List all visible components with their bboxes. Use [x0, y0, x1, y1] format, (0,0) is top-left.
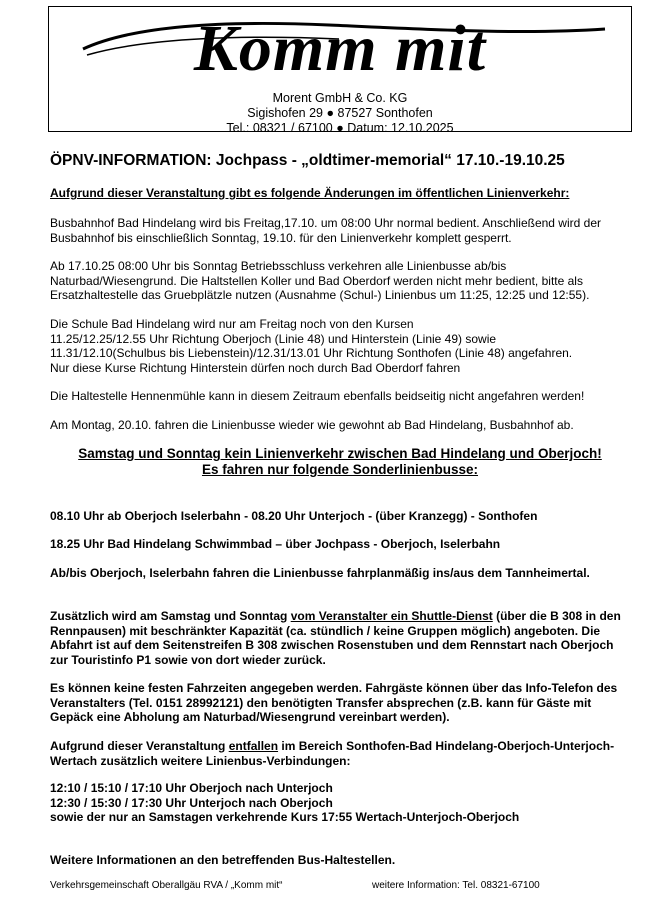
shuttle-post: (über die B 308 in den Rennpausen) mit beschränkter Kapazität (ca. stündlich / keine Gruppen möglich) angeboten. Die Abfahrt ist auf dem Seitenstreifen B 308 zwischen Rosenstuben und dem Rennstart nach Oberjoch zur Touristinfo P1 sowie von dort wieder zurück.	[50, 609, 621, 667]
shuttle-pre: Zusätzlich wird am Samstag und Sonntag	[50, 609, 291, 623]
cancelled-item-3: sowie der nur an Samstagen verkehrende Kurs 17:55 Wertach-Unterjoch-Oberjoch	[50, 810, 520, 824]
school-line-3: 11.31/12.10(Schulbus bis Liebenstein)/12.31/13.01 Uhr Richtung Sonthofen (Linie 48) angefahren.	[50, 346, 573, 360]
cancelled-item-1: 12:10 / 15:10 / 17:10 Uhr Oberjoch nach Unterjoch	[50, 781, 333, 795]
footer-right: weitere Information: Tel. 08321-67100	[372, 880, 540, 891]
more-info: Weitere Informationen an den betreffenden Bus-Haltestellen.	[50, 853, 396, 867]
company-address	[49, 91, 631, 136]
paragraph-naturbad: Ab 17.10.25 08:00 Uhr bis Sonntag Betriebsschluss verkehren alle Linienbusse ab/bis Naturbad/Wiesengrund. Die Haltstellen Koller und Bad Oberdorf werden nicht mehr bedient, bitte als Ersatzhaltestelle das Gruebplätzle nutzen (Ausnahme (Schul-) Linienbus um 11:25, 12:25 und 12:55).	[50, 259, 590, 302]
company-contact-date: Tel.: 08321 / 67100 ● Datum: 12.10.2025	[226, 121, 454, 135]
notice-line-1: Samstag und Sonntag kein Linienverkehr zwischen Bad Hindelang und Oberjoch!	[78, 446, 602, 461]
special-bus-1: 08.10 Uhr ab Oberjoch Iselerbahn - 08.20 Uhr Unterjoch - (über Kranzegg) - Sonthofen	[50, 509, 538, 523]
letterhead	[48, 6, 632, 135]
footer-left: Verkehrsgemeinschaft Oberallgäu RVA / „Komm mit“	[50, 880, 283, 891]
school-line-2: 11.25/12.25/12.55 Uhr Richtung Oberjoch (Linie 48) und Hinterstein (Linie 49) sowie	[50, 331, 497, 346]
cancelled-list	[50, 781, 630, 825]
cancelled-item-2: 12:30 / 15:30 / 17:30 Uhr Unterjoch nach Oberjoch	[50, 795, 333, 810]
paragraph-hennenmuehle: Die Haltestelle Hennenmühle kann in diesem Zeitraum ebenfalls beidseitig nicht angefahren werden!	[50, 389, 585, 403]
logo-text: Komm mit	[193, 12, 487, 85]
company-name: Morent GmbH & Co. KG	[272, 91, 408, 105]
intro-heading: Aufgrund dieser Veranstaltung gibt es folgende Änderungen im öffentlichen Linienverkehr:	[50, 186, 570, 200]
paragraph-busbahnhof: Busbahnhof Bad Hindelang wird bis Freitag,17.10. um 08:00 Uhr normal bedient. Anschließend wird der Busbahnhof bis einschließlich Sonntag, 19.10. für den Linienverkehr komplett gesperrt.	[50, 216, 601, 245]
company-street: Sigishofen 29 ● 87527 Sonthofen	[247, 106, 433, 120]
page-title: ÖPNV-INFORMATION: Jochpass - „oldtimer-memorial“ 17.10.-19.10.25	[50, 152, 565, 169]
shuttle-underlined: vom Veranstalter ein Shuttle-Dienst	[290, 609, 493, 623]
paragraph-shuttle	[50, 609, 630, 667]
paragraph-fixed-times: Es können keine festen Fahrzeiten angegeben werden. Fahrgäste können über das Info-Telefon des Veranstalters (Tel. 0151 28992121) den benötigten Transfer absprechen (z.B. kann für Gäste mit Gepäck eine Abholung am Naturbad/Wiesengrund vereinbart werden).	[50, 681, 618, 724]
cancelled-pre: Aufgrund dieser Veranstaltung	[50, 739, 229, 753]
cancelled-post: im Bereich Sonthofen-Bad Hindelang-Oberjoch-Unterjoch-Wertach zusätzlich weitere Linienbus-Verbindungen:	[50, 739, 615, 768]
paragraph-school	[50, 317, 630, 375]
paragraph-cancelled	[50, 739, 630, 768]
special-bus-3: Ab/bis Oberjoch, Iselerbahn fahren die Linienbusse fahrplanmäßig ins/aus dem Tannheimertal.	[50, 566, 590, 580]
school-line-1: Die Schule Bad Hindelang wird nur am Freitag noch von den Kursen	[50, 317, 414, 331]
special-bus-2: 18.25 Uhr Bad Hindelang Schwimmbad – über Jochpass - Oberjoch, Iselerbahn	[50, 537, 501, 551]
notice-line-2: Es fahren nur folgende Sonderlinienbusse:	[201, 462, 479, 477]
cancelled-underlined: entfallen	[228, 739, 279, 753]
notice-heading	[50, 446, 630, 478]
paragraph-monday: Am Montag, 20.10. fahren die Linienbusse wieder wie gewohnt ab Bad Hindelang, Busbahnhof ab.	[50, 418, 574, 432]
school-line-4: Nur diese Kurse Richtung Hinterstein dürfen noch durch Bad Oberdorf fahren	[50, 360, 461, 375]
